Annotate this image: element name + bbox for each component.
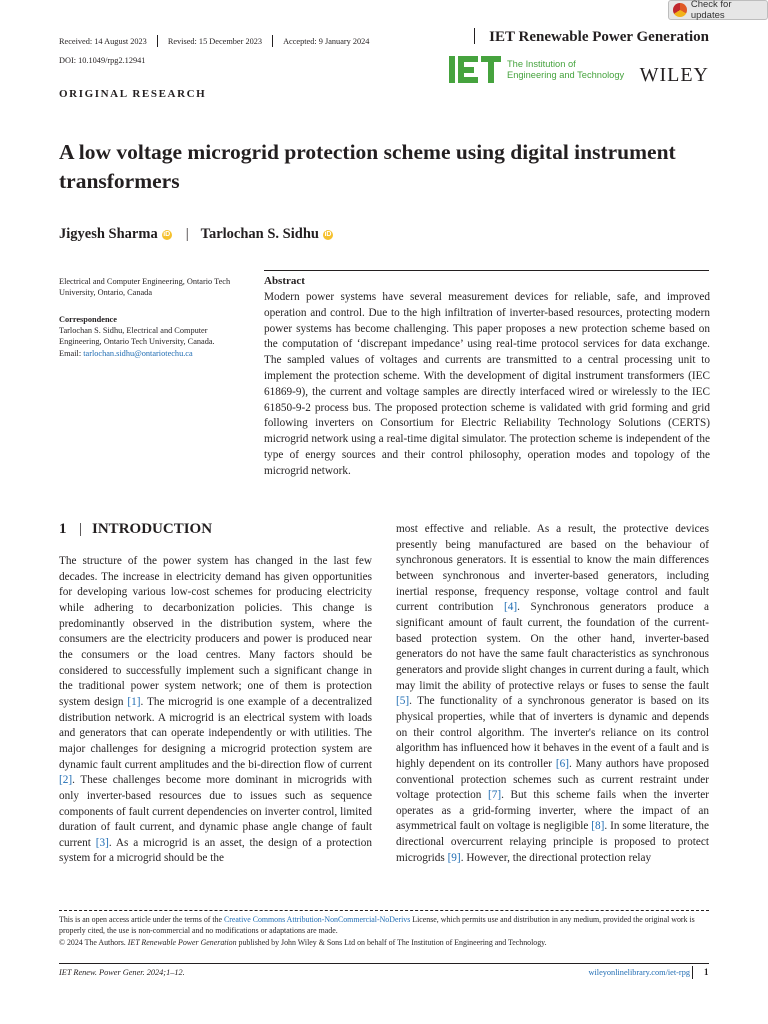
correspondence-text: Tarlochan S. Sidhu, Electrical and Computer Engineering, Ontario Tech University, Canada. xyxy=(59,326,215,347)
correspondence xyxy=(59,325,249,359)
history-dates xyxy=(59,35,369,47)
divider xyxy=(692,966,693,979)
section-heading xyxy=(59,521,212,538)
copyright-text: © 2024 The Authors. xyxy=(59,937,128,947)
paragraph-text: . As a microgrid is an asset, the design of a protection system for a microgrid should be the xyxy=(59,836,372,865)
divider xyxy=(157,35,158,47)
iet-logo-mark xyxy=(449,56,501,83)
paragraph-text: . But this scheme fails when the inverter operates as a grid-forming inverter, where the impact of an asymmetrical fault on voltage is negligible xyxy=(396,789,709,833)
section-label: ORIGINAL RESEARCH xyxy=(59,88,207,100)
paragraph-text: . Synchronous generators produce a significant amount of fault current, the foundation of the current-based protection system. On the other hand, inverter-based generators do not have the same fault characteristics as synchronous generators and provide slight changes in current during a fault, which may limit the ability of protective relays or fuses to sense the fault xyxy=(396,601,709,692)
paragraph-text: The structure of the power system has changed in the last few decades. The increase in electricity demand has given opportunities for developing various low-cost schemes for producing electricity while adhering to decarbonization policies. This change is predominantly observed in the distribution system, where the consumers are the electricity producers and power is produced near the consumers or the load centres. Many factors should be considered to successfully implement such a significant change in the traditional power system network; one of them is protection system design xyxy=(59,555,372,708)
divider xyxy=(272,35,273,47)
citation-link[interactable]: [1] xyxy=(127,695,141,708)
citation-link[interactable]: [4] xyxy=(503,601,518,614)
orcid-icon[interactable]: iD xyxy=(324,230,332,238)
abstract-text: Modern power systems have several measurement devices for reliable, safe, and improved operation and control. Due to the high infiltration of inverter-based resources, protecting modern power systems has become challenging. This paper proposes a new protection scheme based on the computation of ‘discrepant impedance’ using real-time protocol services for data exchange. The sampled values of voltages and currents are transmitted to a central processing unit to implement the protection scheme. With the development of digital instrument transformers (IEC 61869-9), the current and voltage samples are directly interfaced wired or wirelessly to the IEC 61850-9-2 process bus. The proposed protection scheme is validated with grid forming and grid following inverters on Consortium for Electric Reliability Technology Solutions (CERTS) microgrid network using a real-time digital simulator. The protection scheme is independent of the type of energy sources and their control philosophy, operation modes and topology of the microgrid network. xyxy=(264,291,710,477)
paragraph-text: most effective and reliable. As a result, the protective devices presently being manufactured are based on the behaviour of synchronous generators. It is essential to know the main differences between synchronous and inverter-based generators, including inertial response, frequency response, voltage control and fault current contribution xyxy=(396,523,709,614)
license-note xyxy=(59,914,709,948)
divider xyxy=(474,28,475,44)
orcid-icon[interactable]: iD xyxy=(163,230,171,238)
check-for-updates-button[interactable] xyxy=(668,0,768,20)
paragraph-text: . In some literature, the directional overcurrent relaying principle is proposed to protect microgrids xyxy=(396,820,709,864)
citation-link[interactable]: [8] xyxy=(591,820,605,833)
revised-date: Revised: 15 December 2023 xyxy=(167,36,263,46)
citation-link[interactable]: [9] xyxy=(447,851,461,864)
doi: DOI: 10.1049/rpg2.12941 xyxy=(59,56,146,65)
section-title: INTRODUCTION xyxy=(92,521,213,537)
page-number: 1 xyxy=(704,967,709,977)
divider xyxy=(59,963,709,964)
body-column-right xyxy=(396,522,709,866)
crossmark-icon xyxy=(673,3,687,17)
divider xyxy=(264,270,709,271)
section-number: 1 xyxy=(59,521,67,537)
citation-link[interactable]: [5] xyxy=(396,695,410,708)
affiliation: Electrical and Computer Engineering, Ontario Tech University, Ontario, Canada xyxy=(59,277,231,298)
section-separator: | xyxy=(79,521,83,537)
paragraph-text: . However, the directional protection relay xyxy=(460,851,652,864)
email-link[interactable]: tarlochan.sidhu@ontariotechu.ca xyxy=(83,348,193,358)
citation-link[interactable]: [6] xyxy=(555,757,569,770)
paragraph-text: . Many authors have proposed conventional protection schemes such as current restraint under voltage protection xyxy=(396,757,709,802)
journal-citation: IET Renew. Power Gener. 2024;1–12. xyxy=(59,968,185,977)
correspondence-heading: Correspondence xyxy=(59,315,117,324)
paragraph-text: . The functionality of a synchronous generator is based on its physical properties, while that of inverters is dynamic and depends on their control algorithm. The inverter's reliance on its control algorithm has influenced how it behaves in the event of a fault and is highly dependent on its controller xyxy=(396,695,709,770)
author-name[interactable]: Jigyesh Sharma xyxy=(59,226,158,242)
license-link[interactable]: Creative Commons Attribution-NonCommercial-NoDerivs xyxy=(224,915,411,924)
author-list xyxy=(59,226,333,243)
iet-logo xyxy=(449,56,624,83)
email-label: Email: xyxy=(59,348,84,358)
accepted-date: Accepted: 9 January 2024 xyxy=(283,36,370,46)
citation-link[interactable]: [7] xyxy=(487,789,502,802)
paragraph-text: . These challenges become more dominant in microgrids with only inverter-based resources due to issues such as sequence components of fault current dependencies on inverter control, limited duration of fault current, and dynamic phase angle change of fault current xyxy=(59,774,372,849)
received-date: Received: 14 August 2023 xyxy=(59,36,147,46)
divider xyxy=(59,910,709,911)
copyright-text: published by John Wiley & Sons Ltd on behalf of The Institution of Engineering and Technology. xyxy=(236,937,547,947)
iet-logo-line2: Engineering and Technology xyxy=(507,69,625,80)
paragraph-text: . The microgrid is one example of a decentralized distribution network. A microgrid is an electrical system with loads and generators that can operate independently or with utilities. The major challenges for designing a microgrid protection system are dynamic fault current amplitudes and the bi-direction flow of current xyxy=(59,695,373,771)
citation-link[interactable]: [2] xyxy=(59,774,73,787)
license-text: This is an open access article under the terms of the xyxy=(59,915,224,924)
wiley-logo: WILEY xyxy=(639,64,709,86)
copyright-journal: IET Renewable Power Generation xyxy=(127,937,237,947)
citation-link[interactable]: [3] xyxy=(95,836,109,849)
journal-url-link[interactable]: wileyonlinelibrary.com/iet-rpg xyxy=(588,968,690,977)
iet-logo-line1: The Institution of xyxy=(507,59,576,69)
check-for-updates-label: Check for updates xyxy=(690,0,732,21)
article-title: A low voltage microgrid protection scheme using digital instrument transformers xyxy=(59,140,676,193)
journal-name: IET Renewable Power Generation xyxy=(489,29,709,45)
abstract-heading: Abstract xyxy=(264,275,305,287)
divider: | xyxy=(185,226,189,242)
license-text: License, which permits use and distribution in any medium, provided the original work is properly cited, the use is non-commercial and no modifications or adaptations are made. xyxy=(59,915,695,936)
body-column-left xyxy=(59,554,372,867)
author-name[interactable]: Tarlochan S. Sidhu xyxy=(200,226,319,242)
